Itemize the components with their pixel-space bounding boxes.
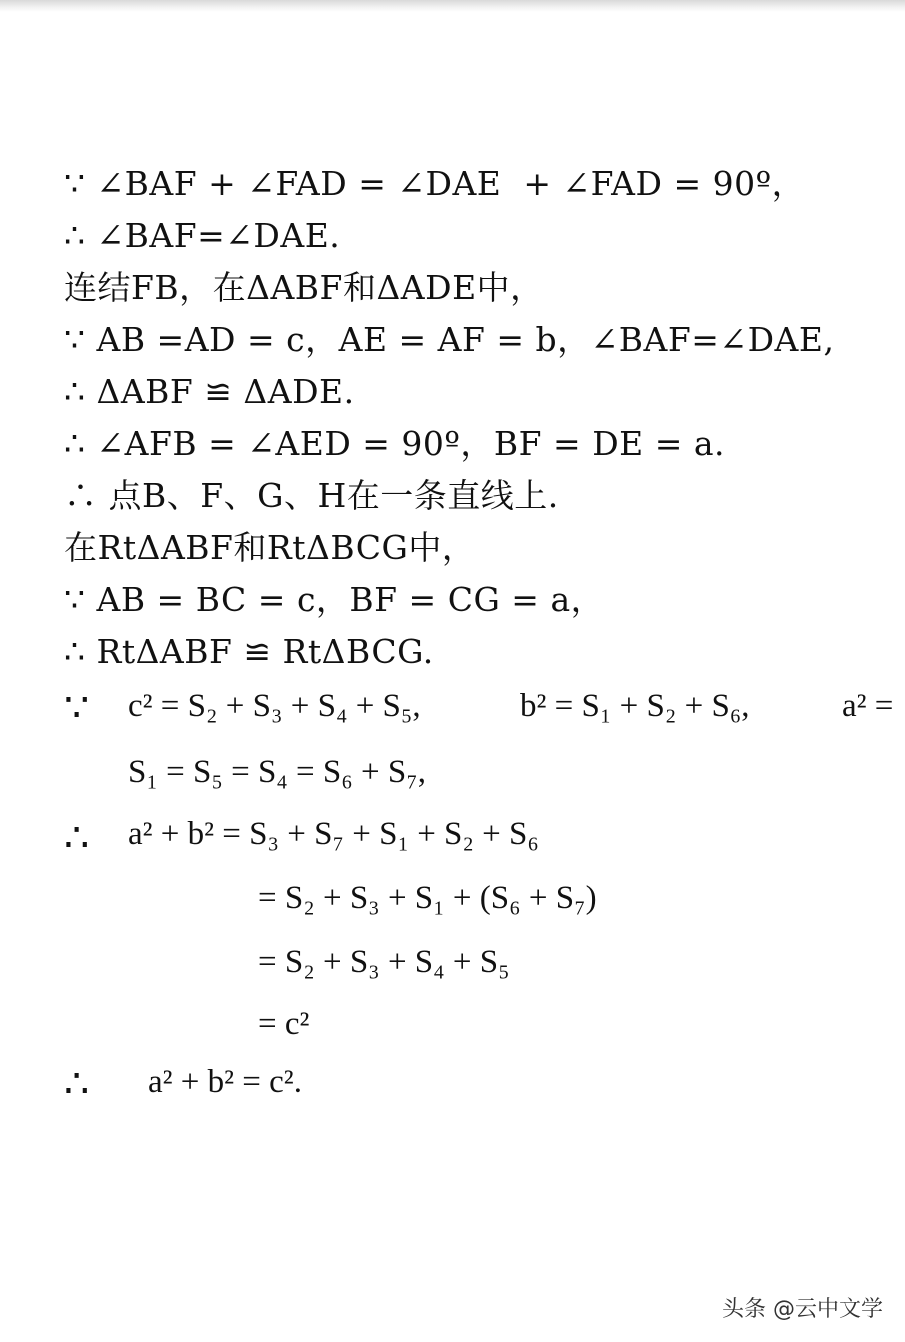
equation-s-equalities: S₁ = S₅ = S₄ = S₆ + S₇, <box>128 754 426 790</box>
conclusion-equation: a² + b² = c². <box>148 1064 302 1100</box>
sum-line-2: = S₂ + S₃ + S₁ + (S₆ + S₇) <box>258 880 597 916</box>
equation-a-squared-cut: a² = <box>842 688 894 724</box>
proof-line-7: ∴ 点B、F、G、H在一条直线上. <box>64 476 559 515</box>
sum-line-4: = c² <box>258 1006 310 1042</box>
sum-line-1: a² + b² = S₃ + S₇ + S₁ + S₂ + S₆ <box>128 816 539 852</box>
equation-b-squared: b² = S₁ + S₂ + S₆, <box>520 688 750 724</box>
proof-line-9: ∵ AB = BC = c，BF = CG = a， <box>64 580 605 619</box>
proof-line-2: ∴ ∠BAF=∠DAE. <box>64 216 341 255</box>
therefore-symbol-final: ∴ <box>64 1061 90 1107</box>
watermark-text: 头条 @云中文学 <box>722 1297 883 1322</box>
proof-line-10: ∴ RtΔABF ≌ RtΔBCG. <box>64 632 434 671</box>
proof-line-8: 在RtΔABF和RtΔBCG中， <box>64 528 476 567</box>
proof-line-5: ∴ ΔABF ≌ ΔADE. <box>64 372 355 411</box>
therefore-symbol: ∴ <box>64 815 90 861</box>
equation-c-squared: c² = S₂ + S₃ + S₄ + S₅, <box>128 688 421 724</box>
top-shadow-bar <box>0 0 905 12</box>
proof-line-1: ∵ ∠BAF + ∠FAD = ∠DAE + ∠FAD = 90º， <box>64 164 806 203</box>
proof-line-6: ∴ ∠AFB = ∠AED = 90º，BF = DE = a. <box>64 424 726 463</box>
proof-line-4: ∵ AB =AD = c，AE = AF = b，∠BAF=∠DAE, <box>64 320 835 359</box>
proof-line-3: 连结FB，在ΔABF和ΔADE中， <box>64 268 544 307</box>
sum-line-3: = S₂ + S₃ + S₄ + S₅ <box>258 944 510 980</box>
because-symbol: ∵ <box>64 685 90 731</box>
